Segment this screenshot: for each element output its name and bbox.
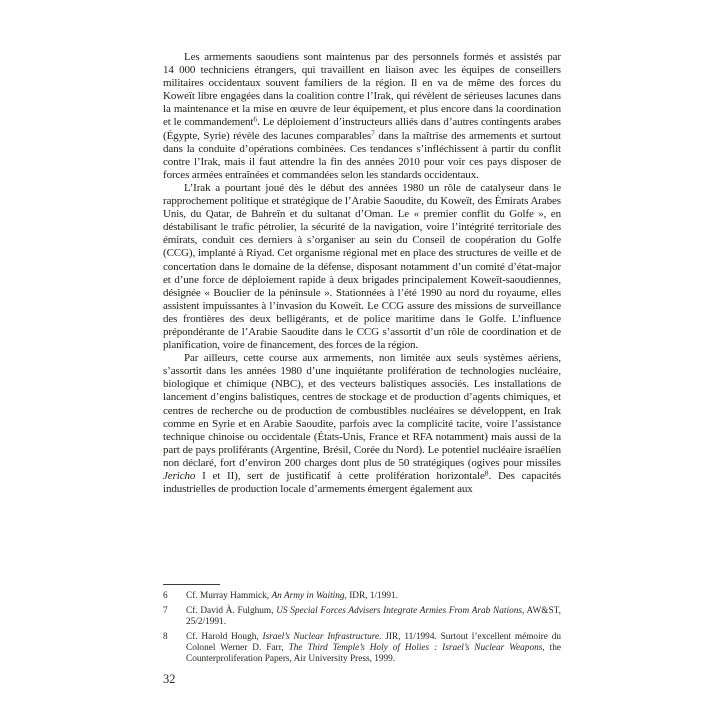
footnote-separator: [163, 584, 220, 585]
italic-text-run: Jericho: [163, 470, 196, 482]
text-run: . Des capacités industrielles de production locale d’armements émergent également aux: [163, 470, 561, 496]
text-run: , AW&ST, 25/2/1991.: [186, 605, 561, 627]
footnote-text: [186, 591, 561, 602]
footnote-number: 8: [163, 631, 168, 642]
text-run: , the Counterproliferation Papers, Air University Press, 1999.: [186, 642, 561, 665]
italic-text-run: An Army in Waiting: [271, 591, 345, 601]
footnote-8: [163, 632, 561, 666]
page-number: 32: [163, 672, 176, 686]
text-run: . Le déploiement d’instructeurs alliés dans d’autres contingents arabes (Égypte, Syrie) révèle des lacunes comparables: [163, 116, 561, 142]
footnote-text: [186, 606, 561, 628]
footnote-6: [163, 591, 561, 602]
paragraph-2: [163, 182, 561, 352]
footnotes-list: [163, 591, 561, 665]
text-run: Les armements saoudiens sont maintenus par des personnels formés et assistés par 14 000 techniciens étrangers, qui travaillent en liaison avec les équipes de conseillers militaires occidentaux souvent familiers de la région. Il en va de même des forces du Koweït libre engagées dans la coalition contre l’Irak, qui révèlent de sérieuses lacunes dans la maintenance et la mise en œuvre de leur équipement, et plus encore dans la coordination et le commandement: [163, 51, 561, 129]
text-run: Par ailleurs, cette course aux armements, non limitée aux seuls systèmes aériens, s’assortit dans les années 1980 d’une inquiétante prolifération de technologies nucléaire, biologique et chimique (NBC), et des vecteurs balistiques associés. Les installations de lancement d’engins balistiques, centres de stockage et de production d’agents chimiques, et centres de recherche ou de production de combustibles nucléaires se développent, en Irak comme en Syrie et en Arabie Saoudite, parfois avec la complicité tacite, voire l’assistance technique chinoise ou occidentale (États-Unis, France et RFA notamment) mais aussi de la part de pays proliférants (Argentine, Brésil, Corée du Nord). Le potentiel nucléaire israélien non déclaré, fort d’environ 200 charges dont plus de 50 stratégiques (ogives pour missiles: [163, 352, 561, 469]
body-text: [163, 51, 561, 496]
text-run: L’Irak a pourtant joué dès le début des années 1980 un rôle de catalyseur dans le rapprochement politique et stratégique de l’Arabie Saoudite, du Koweït, des Émirats Arabes Unis, du Qatar, de Bahreïn et du sultanat d’Oman. Le « premier conflit du Golfe », en déstabilisant le trafic pétrolier, la sécurité de la navigation, voire l’intégrité territoriale des émirats, conduit ces derniers à s’organiser au sein du Conseil de coopération du Golfe (CCG), implanté à Riyad. Cet organisme régional met en place des structures de veille et de concertation dans le domaine de la défense, disposant notamment d’un comité d’état-major et d’une force de déploiement rapide à deux brigades principalement Koweït-saoudiennes, désignée « Bouclier de la péninsule ». Stationnées à l’été 1990 au nord du royaume, elles assistent impuissantes à l’invasion du Koweït. Le CCG assure des missions de surveillance des frontières des deux belligérants, et de police maritime dans le Golfe. L’influence prépondérante de l’Arabie Saoudite dans le CCG s’assortit d’un rôle de coordination et de planification, voire de financement, des forces de la région.: [163, 181, 561, 352]
footnotes-section: [163, 580, 561, 669]
italic-text-run: The Third Temple’s Holy of Holies : Israel’s Nuclear Weapons: [288, 642, 543, 653]
paragraph-1: [163, 51, 561, 182]
italic-text-run: Israel’s Nuclear Infrastructure: [262, 631, 380, 642]
text-run: I et II), sert de justificatif à cette prolifération horizontale: [195, 470, 485, 482]
footnote-7: [163, 606, 561, 628]
text-run: Cf. Harold Hough,: [186, 631, 263, 642]
footnote-ref-8: 8: [484, 468, 489, 478]
footnote-ref-6: 6: [253, 114, 258, 124]
text-run: Cf. Murray Hammick,: [186, 591, 272, 601]
italic-text-run: US Special Forces Advisers Integrate Armies From Arab Nations: [276, 605, 522, 616]
text-run: , IDR, 1/1991.: [344, 591, 399, 601]
text-run: dans la maîtrise des armements et surtout dans la conduite d’opérations combinées. Ces tendances s’infléchissent à partir du conflit contre l’Irak, mais il faut attendre la fin des années 2010 pour voir ces pays disposer de forces armées entraînées et commandées selon les standards occidentaux.: [163, 129, 561, 181]
text-run: Cf. David À. Fulghum,: [186, 605, 277, 616]
paragraph-3: [163, 352, 561, 496]
footnote-number: 6: [163, 591, 168, 601]
footnote-ref-7: 7: [371, 128, 375, 138]
footnote-number: 7: [163, 605, 168, 616]
text-run: . JIR, 11/1994. Surtout l’excellent mémoire du Colonel Werner D. Farr,: [186, 631, 561, 653]
footnote-text: [186, 632, 561, 666]
